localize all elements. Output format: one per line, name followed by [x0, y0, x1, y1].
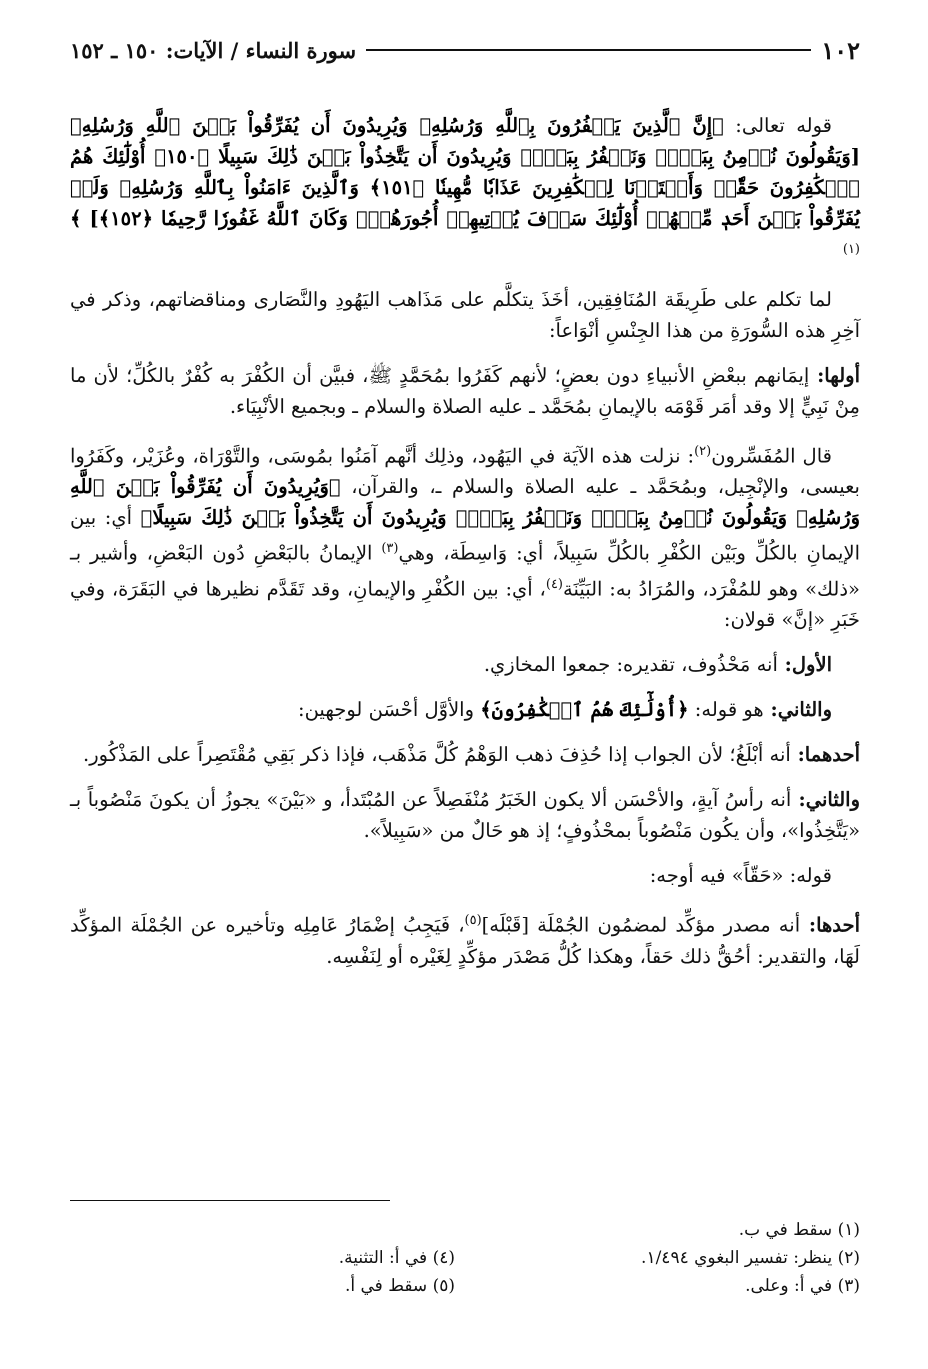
footnote-1: (١) سقط في ب. [738, 1220, 860, 1240]
lead-word: أولها: [809, 363, 860, 387]
verse-intro: قوله تعالى: [723, 114, 832, 137]
quran-verse: ﴿وَيُرِيدُونَ أَن يُفَرِّقُواْ بَيۡنَ ٱللَّهِ وَرُسُلِهِۦ وَيَقُولُونَ نُؤۡمِنُ بِبَعۡضٖ وَنَكۡفُرُ بِبَعۡضٖ وَيُرِيدُونَ أَن يَتَّخِذُواْ بَيۡنَ ذَٰلِكَ سَبِيلًا﴾ [70, 475, 860, 529]
footnote-ref-1: (١) [842, 242, 860, 257]
footnote-4: (٤) في أ: التثنية. [338, 1248, 455, 1268]
paragraph-text: ، أي: بين الكُفْرِ والإيمانِ، وقد تَقَدَّم نظيرها في البَقَرَة، وفي خَبَرِ «إنَّ» قولان: [70, 577, 860, 631]
paragraph-commentators [70, 436, 860, 636]
footnote-divider [70, 1200, 390, 1201]
paragraph-intro: لما تكلم على طَرِيقَة المُنَافِقِين، أخَذَ يتكلَّم على مَذَاهب اليَهُودِ والنَّصَارى ومناقضاتهم، وذكر في آخِرِ هذه السُّورَةِ من هذا الجِنْسِ أنْوَاعاً: [70, 287, 860, 342]
lead-word: والثاني: [763, 698, 832, 721]
paragraph-haqqan: قوله: «حَقّاً» فيه أوجه: [649, 864, 832, 887]
quran-verse: ﴿أُوْلَٰٓئِكَ هُمُ ٱلۡكَٰفِرُونَ﴾ [480, 698, 689, 721]
lead-word: والثاني: [791, 788, 860, 811]
header-rule [366, 49, 811, 51]
paragraph-first-view [70, 649, 860, 680]
footnote-ref-3: (٣) [381, 541, 399, 556]
quran-verse: ﴿إِنَّ ٱلَّذِينَ يَكۡفُرُونَ بِٱللَّهِ وَرُسُلِهِۦ وَيُرِيدُونَ أَن يُفَرِّقُواْ بَيۡنَ ٱللَّهِ وَرُسُلِهِۦ [وَيَقُولُونَ نُؤۡمِنُ بِبَعۡضٖ وَنَكۡفُرُ بِبَعۡضٖ وَيُرِيدُونَ أَن يَتَّخِذُواْ بَيۡنَ ذَٰلِكَ سَبِيلًا ﴿١٥٠﴾ أُوْلَٰٓئِكَ هُمُ ٱلۡكَٰفِرُونَ حَقّٗاۚ وَأَعۡتَدۡنَا لِلۡكَٰفِرِينَ عَذَابٗا مُّهِينٗا ﴿١٥١﴾ وَٱلَّذِينَ ءَامَنُواْ بِٱللَّهِ وَرُسُلِهِۦ وَلَمۡ يُفَرِّقُواْ بَيۡنَ أَحَدٖ مِّنۡهُمۡ أُوْلَٰٓئِكَ سَوۡفَ يُؤۡتِيهِمۡ أُجُورَهُمۡۚ وَكَانَ ٱللَّهُ غَفُورٗا رَّحِيمٗا ﴿١٥٢﴾] ﴾ [70, 114, 861, 230]
lead-word: الأول: [777, 653, 832, 676]
lead-word: أحدها: [800, 913, 861, 937]
paragraph-text: : نزلت هذه الآيَة في اليَهُود، وذلِك أنَّهم آمَنُوا بمُوسَى، والتَّوْرَاة، وعُزَيْر، وكَفَرُوا بعيسى، والإنْجِيل، وبمُحَمَّد ـ عليه الصلاة والسلام ـ، والقرآن، [70, 444, 860, 498]
paragraph-second-view [70, 694, 860, 725]
paragraph-text: أنه مصدر مؤكِّد لمضمُون الجُمْلَة [قَبْلَه] [481, 913, 801, 937]
paragraph-text: الإيمانُ بالبَعْضِ دُون البَعْضِ، وأشير بـ «ذلك» وهو للمُفْرَد، والمُرَادُ به: البَيِّنَة [70, 541, 860, 600]
footnote-2: (٢) ينظر: تفسير البغوي ١/٤٩٤. [641, 1248, 860, 1268]
running-title: سورة النساء / الآيات: ١٥٠ ـ ١٥٢ [70, 37, 357, 63]
footnote-spacer [70, 1216, 455, 1244]
paragraph-text: هو قوله: [688, 698, 764, 721]
paragraph-reason-two [70, 784, 860, 846]
paragraph-text: ، فَيَجِبُ إضْمَارُ عَامِلِه وتأخيره عن الجُمْلَة المؤكِّد لَهَا، والتقدير: أحُقُّ ذلك حَقاً، وهكذا كُلُّ مَصْدَر مؤكِّدٍ لِغَيْره أو لِنَفْسِه. [70, 913, 860, 968]
page-header [70, 30, 860, 70]
footnote-5: (٥) سقط في أ. [344, 1276, 455, 1296]
paragraph-text: أنه مَحْذُوف، تقديره: جمعوا المخازي. [483, 653, 778, 676]
paragraph-text: أنه أبْلَغُ؛ لأن الجواب إذا حُذِفَ ذهب الوَهْمُ كُلَّ مَذْهَب، فإذا ذكر بَقِي مُقْتَصِراً على المَذْكُور. [83, 743, 791, 766]
paragraph-first [70, 360, 860, 422]
footnote-ref-4: (٤) [545, 576, 563, 592]
paragraph-text: والأوَّل أحْسَن لوجهين: [298, 698, 481, 721]
paragraph-verse [70, 110, 860, 270]
footnotes [70, 1216, 860, 1300]
book-page [70, 30, 860, 1350]
paragraph-haqqan-first [70, 905, 860, 972]
lead-word: أحدهما: [790, 743, 860, 766]
footnote-ref-2: (٢) [694, 443, 712, 459]
page-body [70, 110, 860, 972]
paragraph-text: أنه رأسُ آيةٍ، والأحْسَن ألا يكون الخَبَرُ مُنْفَصِلاً عن المُبْتَدأ، و «بَيْنَ» يجوزُ أن يكونَ مَنْصُوباً بـ «يَتَّخِذُوا»، وأن يكُون مَنْصُوباً بمحْذُوفٍ؛ إذ هو حَالٌ من «سَبِيلاً». [70, 788, 860, 842]
paragraph-text: إيمَانهم ببعْضِ الأنبياءِ دون بعضٍ؛ لأنهم كَفَرُوا بمُحَمَّدٍ ﷺ، فبيَّن أن الكُفْرَ به كُفْرٌ بالكُلِّ؛ لأن ما مِنْ نَبِيٍّ إلا وقد أمَر قَوْمَه بالإيمانِ بمُحَمَّد ـ عليه الصلاة والسلام ـ وبجميع الأنْبِيَاء. [70, 363, 860, 418]
footnote-ref-5: (٥) [464, 913, 482, 928]
paragraph-text: قال المُفَسِّرون [711, 444, 832, 467]
footnote-3: (٣) في أ: وعلى. [745, 1276, 860, 1296]
page-number: ١٠٢ [821, 35, 860, 65]
paragraph-reason-one [70, 739, 860, 770]
paragraph-text: أي: بين الإيمانِ بالكُلِّ وبَيْن الكُفْرِ بالكُلِّ سَبِيلاً، أي: وَاسِطَة، وهي [70, 506, 860, 565]
